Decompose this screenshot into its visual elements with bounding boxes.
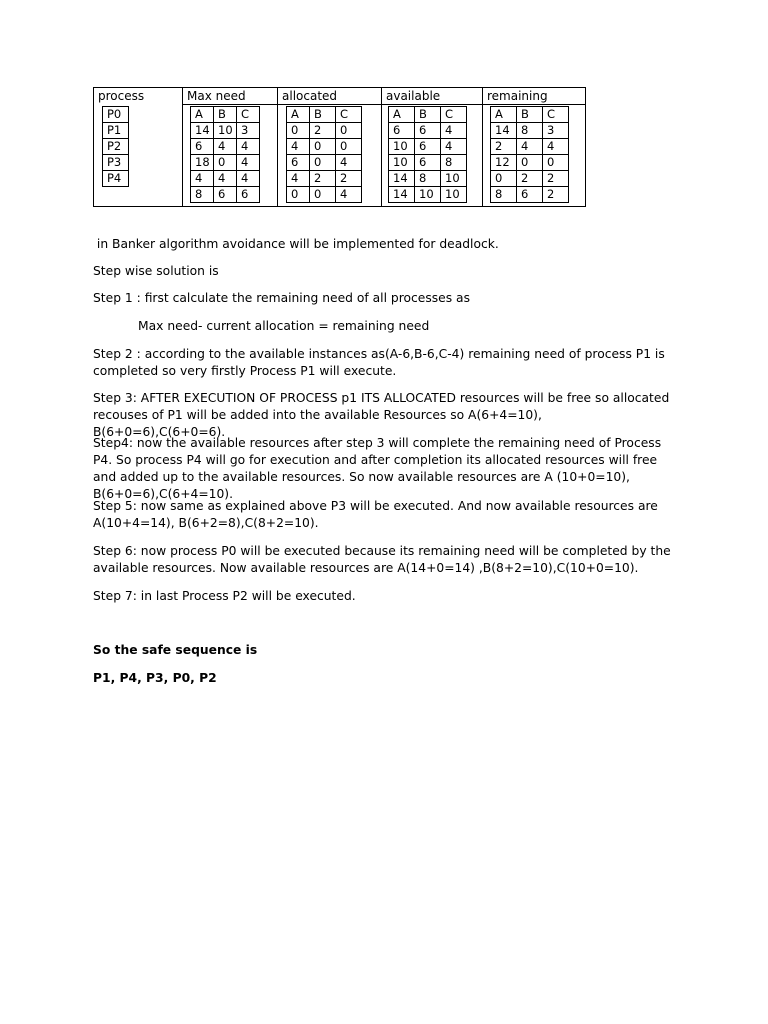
step6-paragraph xyxy=(93,543,673,577)
available-cell: 8 xyxy=(441,155,467,171)
process-cell: P0 xyxy=(103,107,129,123)
step5-text: Step 5: now same as explained above P3 will be executed. And now available resources are A(10+4=14), B(6+2=8),C(8+2=10). xyxy=(93,499,658,530)
max-need-cell: 4 xyxy=(214,171,237,187)
max-need-cell: 0 xyxy=(214,155,237,171)
remaining-cell: 12 xyxy=(491,155,517,171)
col-label: B xyxy=(214,107,237,123)
max-need-cell: 4 xyxy=(237,139,260,155)
col-label: A xyxy=(389,107,415,123)
allocated-cell: 4 xyxy=(287,171,310,187)
max-need-cell: 18 xyxy=(191,155,214,171)
process-list xyxy=(102,106,129,187)
stepwise-paragraph xyxy=(93,263,673,280)
header-process: process xyxy=(98,89,145,103)
available-cell: 6 xyxy=(415,139,441,155)
available-cell: 6 xyxy=(415,123,441,139)
remaining-cell: 2 xyxy=(543,171,569,187)
allocated-cell: 0 xyxy=(287,123,310,139)
safe-sequence-paragraph xyxy=(93,670,673,687)
allocated-cell: 0 xyxy=(310,139,336,155)
stepwise-text: Step wise solution is xyxy=(93,264,219,278)
step7-text: Step 7: in last Process P2 will be executed. xyxy=(93,589,356,603)
header-allocated: allocated xyxy=(278,88,381,105)
max-need-cell: 4 xyxy=(191,171,214,187)
allocated-cell: 4 xyxy=(336,155,362,171)
banker-table xyxy=(93,87,586,207)
col-label: B xyxy=(517,107,543,123)
remaining-cell: 3 xyxy=(543,123,569,139)
col-label: C xyxy=(543,107,569,123)
header-remaining: remaining xyxy=(483,88,586,105)
remaining-cell: 0 xyxy=(491,171,517,187)
available-cell: 10 xyxy=(441,171,467,187)
allocated-cell: 0 xyxy=(310,187,336,203)
allocated-cell: 2 xyxy=(336,171,362,187)
available-cell: 6 xyxy=(415,155,441,171)
section-divider xyxy=(482,88,483,206)
step1-text: Step 1 : first calculate the remaining need of all processes as xyxy=(93,291,470,305)
step4-text: Step4: now the available resources after step 3 will complete the remaining need of Process P4. So process P4 will go for execution and after completion its allocated resources will free and added up to the available resources. So now available resources are A (10+0=10), B(6+0=6),C(6+4=10). xyxy=(93,436,662,501)
process-cell: P1 xyxy=(103,123,129,139)
remaining-cell: 14 xyxy=(491,123,517,139)
remaining-table xyxy=(490,106,569,203)
remaining-cell: 2 xyxy=(491,139,517,155)
max-need-cell: 6 xyxy=(214,187,237,203)
allocated-cell: 0 xyxy=(287,187,310,203)
remaining-cell: 2 xyxy=(543,187,569,203)
step3-text: Step 3: AFTER EXECUTION OF PROCESS p1 ITS ALLOCATED resources will be free so allocated recouses of P1 will be added into the available Resources so A(6+4=10), B(6+0=6),C(6+0=6). xyxy=(93,391,670,439)
available-cell: 8 xyxy=(415,171,441,187)
max-need-cell: 6 xyxy=(237,187,260,203)
step5-paragraph xyxy=(93,498,673,532)
remaining-cell: 8 xyxy=(491,187,517,203)
remaining-cell: 4 xyxy=(517,139,543,155)
max-need-cell: 14 xyxy=(191,123,214,139)
remaining-cell: 2 xyxy=(517,171,543,187)
safe-heading-paragraph xyxy=(93,642,673,659)
col-label: A xyxy=(191,107,214,123)
step2-text: Step 2 : according to the available instances as(A-6,B-6,C-4) remaining need of process P1 is completed so very firstly Process P1 will execute. xyxy=(93,347,665,378)
max-need-cell: 4 xyxy=(214,139,237,155)
col-label: B xyxy=(415,107,441,123)
max-need-cell: 6 xyxy=(191,139,214,155)
allocated-cell: 0 xyxy=(336,123,362,139)
remaining-cell: 4 xyxy=(543,139,569,155)
intro-text: in Banker algorithm avoidance will be implemented for deadlock. xyxy=(93,237,499,251)
col-label: C xyxy=(237,107,260,123)
remaining-cell: 0 xyxy=(543,155,569,171)
safe-heading-text: So the safe sequence is xyxy=(93,643,258,657)
allocated-cell: 6 xyxy=(287,155,310,171)
process-cell: P4 xyxy=(103,171,129,187)
max-need-cell: 8 xyxy=(191,187,214,203)
col-label: A xyxy=(491,107,517,123)
section-divider xyxy=(277,88,278,206)
available-cell: 6 xyxy=(389,123,415,139)
step1-paragraph xyxy=(93,290,673,307)
allocated-table xyxy=(286,106,362,203)
remaining-cell: 8 xyxy=(517,123,543,139)
allocated-cell: 4 xyxy=(336,187,362,203)
allocated-cell: 2 xyxy=(310,123,336,139)
formula-text: Max need- current allocation = remaining need xyxy=(138,319,430,333)
section-divider xyxy=(182,88,183,206)
process-cell: P2 xyxy=(103,139,129,155)
max-need-cell: 10 xyxy=(214,123,237,139)
max-need-cell: 4 xyxy=(237,171,260,187)
available-cell: 10 xyxy=(441,187,467,203)
available-cell: 14 xyxy=(389,187,415,203)
max-need-cell: 4 xyxy=(237,155,260,171)
available-cell: 14 xyxy=(389,171,415,187)
step6-text: Step 6: now process P0 will be executed because its remaining need will be completed by the available resources. Now available resources are A(14+0=14) ,B(8+2=10),C(10+0=10). xyxy=(93,544,671,575)
max-need-cell: 3 xyxy=(237,123,260,139)
col-label: C xyxy=(336,107,362,123)
step7-paragraph xyxy=(93,588,673,605)
remaining-cell: 0 xyxy=(517,155,543,171)
safe-sequence-text: P1, P4, P3, P0, P2 xyxy=(93,671,217,685)
allocated-cell: 2 xyxy=(310,171,336,187)
available-cell: 4 xyxy=(441,139,467,155)
header-available: available xyxy=(382,88,482,105)
available-cell: 10 xyxy=(389,155,415,171)
step2-paragraph xyxy=(93,346,673,380)
available-cell: 10 xyxy=(415,187,441,203)
available-cell: 4 xyxy=(441,123,467,139)
allocated-cell: 0 xyxy=(310,155,336,171)
col-label: A xyxy=(287,107,310,123)
available-cell: 10 xyxy=(389,139,415,155)
col-label: C xyxy=(441,107,467,123)
step3-paragraph xyxy=(93,390,673,441)
section-divider xyxy=(381,88,382,206)
process-cell: P3 xyxy=(103,155,129,171)
formula-paragraph xyxy=(138,318,673,335)
allocated-cell: 0 xyxy=(336,139,362,155)
col-label: B xyxy=(310,107,336,123)
step4-paragraph xyxy=(93,435,673,503)
allocated-cell: 4 xyxy=(287,139,310,155)
intro-paragraph xyxy=(93,236,673,253)
remaining-cell: 6 xyxy=(517,187,543,203)
max-need-table xyxy=(190,106,260,203)
available-table xyxy=(388,106,467,203)
header-max-need: Max need xyxy=(183,88,277,105)
